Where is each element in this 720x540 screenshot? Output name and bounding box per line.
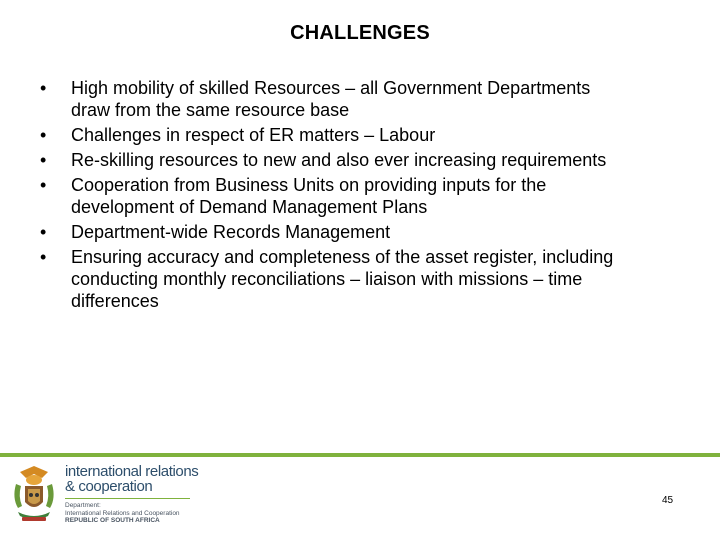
bullet-icon: • [40,78,47,98]
logo-text-block [65,464,200,525]
bullet-list [40,77,700,315]
bullet-item [40,174,700,218]
footer-divider [0,453,720,457]
bullet-icon: • [40,125,47,145]
bullet-text-line: Ensuring accuracy and completeness of the asset register, including [71,247,614,267]
bullet-text-line: Re-skilling resources to new and also ever increasing requirements [71,150,607,170]
logo-title-line2: & cooperation [65,478,153,495]
bullet-text-line: development of Demand Management Plans [71,197,428,217]
logo-department-label: Department: [65,502,101,509]
logo-divider [65,498,190,499]
page-number: 45 [662,495,674,506]
bullet-text-line: conducting monthly reconciliations – liaison with missions – time [71,269,583,289]
bullet-text-line: differences [71,291,159,311]
bullet-item [40,246,700,312]
bullet-item [40,221,700,243]
bullet-icon: • [40,222,47,242]
bullet-icon: • [40,247,47,267]
slide-title: CHALLENGES [290,22,430,44]
bullet-text-line: Department-wide Records Management [71,222,391,242]
bullet-text-line: High mobility of skilled Resources – all Government Departments [71,78,591,98]
bullet-item [40,124,700,146]
bullet-icon: • [40,150,47,170]
logo-department-name: International Relations and Cooperation [65,509,180,517]
logo-country-name: REPUBLIC OF SOUTH AFRICA [65,517,160,524]
bullet-item [40,77,700,121]
department-logo [8,462,198,528]
logo-title-line1: international relations [65,463,199,480]
coat-of-arms-icon [8,462,60,526]
bullet-item [40,149,700,171]
bullet-icon: • [40,175,47,195]
bullet-text-line: draw from the same resource base [71,100,350,120]
bullet-text-line: Challenges in respect of ER matters – Labour [71,125,436,145]
bullet-text-line: Cooperation from Business Units on providing inputs for the [71,175,547,195]
